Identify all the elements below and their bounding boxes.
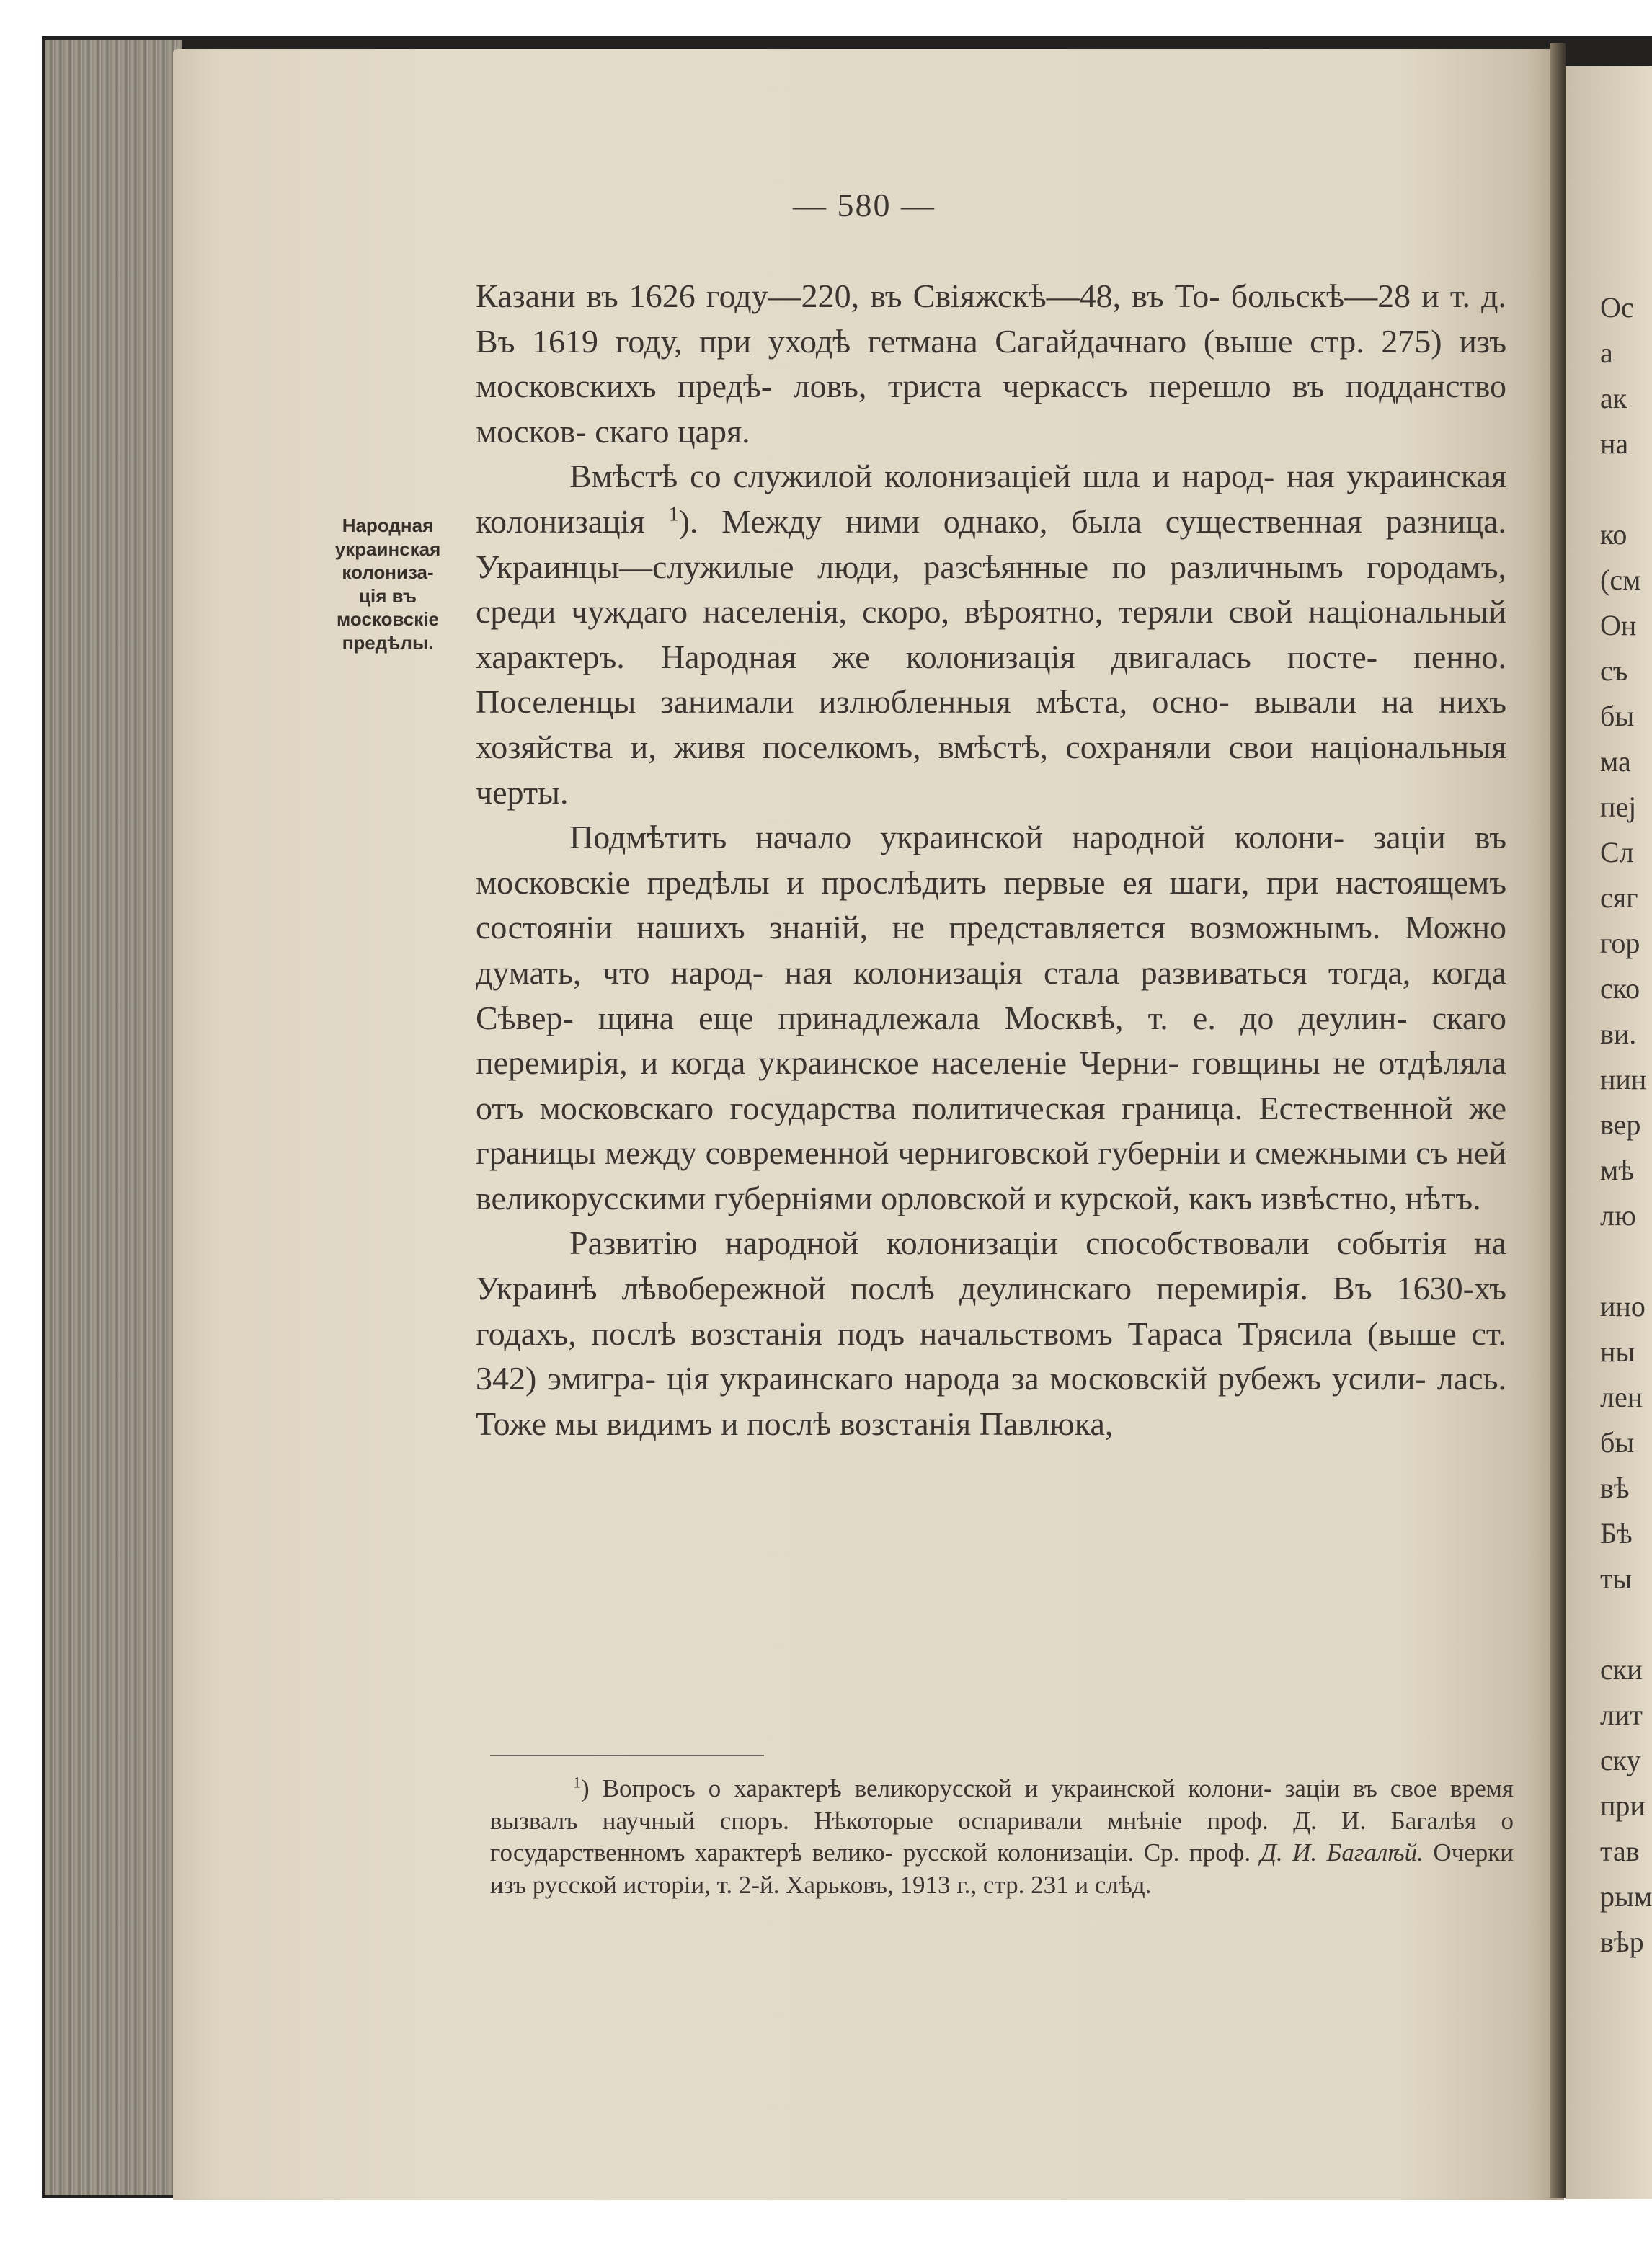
footnote-author: Д. И. Багалѣй.	[1260, 1838, 1424, 1867]
facing-line: лен	[1600, 1381, 1643, 1413]
facing-line	[1600, 1601, 1652, 1647]
footnote-text-a: ) Вопросъ о характерѣ великорусской и украинской колони- заціи въ свое время вызвалъ научный споръ. Нѣкоторые оспаривали мнѣніе проф. Д. И. Багалѣя о государственномъ характерѣ велико- русской колонизаціи. Ср. проф.	[490, 1774, 1514, 1867]
text-line: перемирія. Въ 1630-хъ годахъ, послѣ возстанія подъ	[476, 1270, 1507, 1352]
text-line: щина еще принадлежала Москвѣ, т. е. до деулин-	[598, 999, 1408, 1036]
facing-line: сяг	[1600, 881, 1638, 914]
page-number: — 580 —	[793, 187, 936, 223]
footnote-text-b: Очерки изъ русской исторіи, т. 2-й. Харьковъ, 1913 г., стр. 231 и слѣд.	[490, 1838, 1514, 1899]
text-line: скаго перемирія, и когда украинское населеніе Черни-	[476, 999, 1507, 1082]
margin-note-line: Народная	[342, 515, 434, 536]
facing-line: нин	[1600, 1063, 1647, 1095]
facing-line: ты	[1600, 1562, 1633, 1595]
facing-line: ви.	[1600, 1018, 1637, 1050]
text-line: ція украинскаго народа за московскій рубежъ усили-	[666, 1360, 1426, 1397]
margin-note-line: ція въ	[359, 584, 417, 607]
paragraph-4	[476, 1221, 1506, 1446]
body-text	[476, 274, 1506, 1446]
facing-line: ак	[1600, 382, 1627, 414]
text-line: современной черниговской губерніи и смежными съ	[705, 1134, 1448, 1172]
facing-line: гор	[1600, 927, 1640, 959]
facing-line: ску	[1600, 1744, 1641, 1776]
facing-line: ско	[1600, 972, 1640, 1005]
footnote-divider	[490, 1755, 764, 1756]
facing-line: на	[1600, 427, 1629, 460]
facing-line: вер	[1600, 1108, 1641, 1141]
facing-line: Ос	[1600, 291, 1634, 324]
text-line: скаго царя.	[595, 412, 750, 450]
footnote-paragraph	[490, 1773, 1514, 1901]
text-line: шаги, при настоящемъ состояніи нашихъ знаній, не	[476, 863, 1506, 946]
facing-line: при	[1600, 1789, 1646, 1822]
facing-line: мѣ	[1600, 1154, 1635, 1186]
text-line: Сагайдачнаго (выше стр. 275) изъ московскихъ предѣ-	[476, 322, 1507, 405]
footnote-ref: 1	[668, 503, 679, 526]
margin-note-line: украинская	[334, 538, 441, 560]
text-line: ная колонизація стала развиваться тогда, когда Сѣвер-	[476, 953, 1507, 1036]
facing-line: ны	[1600, 1335, 1635, 1368]
facing-line: Он	[1600, 609, 1637, 641]
paragraph-2-text-b: ). Между ними однако, была существенная разница. Украинцы—служилые люди, разсѣянные по различнымъ городамъ, среди чуждаго населенія, скоро, вѣроятно, теряли свой національный характеръ. Народная же колонизація двигалась посте- пенно. Поселенцы занимали излюбленныя мѣста, осно- вывали на нихъ хозяйства и, живя поселкомъ, вмѣстѣ, сохраняли свои національныя черты.	[476, 502, 1506, 811]
facing-line: вѣ	[1600, 1472, 1630, 1504]
facing-line: ма	[1600, 745, 1631, 778]
paragraph-1	[476, 274, 1506, 454]
facing-line: пеј	[1600, 791, 1637, 823]
facing-line: (см	[1600, 564, 1641, 596]
text-line: Развитію народной колонизаціи способствовали	[569, 1224, 1310, 1262]
text-line: говщины не отдѣляла отъ московскаго государства	[476, 1044, 1507, 1126]
paragraph-2-text-a: Вмѣстѣ со служилой колонизаціей шла и народ- ная украинская колонизація	[476, 458, 1506, 540]
footnote-marker: 1	[573, 1773, 581, 1792]
margin-note-line: московскіе	[337, 608, 439, 630]
book-gutter	[1550, 43, 1566, 2198]
footnote	[490, 1773, 1514, 1901]
facing-line: тав	[1600, 1835, 1640, 1867]
text-line: Подмѣтить начало украинской народной колони-	[569, 819, 1345, 856]
paragraph-2	[476, 454, 1506, 815]
facing-line: ино	[1600, 1290, 1646, 1322]
facing-line	[1600, 466, 1652, 512]
facing-line: бы	[1600, 700, 1635, 732]
facing-line	[1600, 1238, 1652, 1284]
margin-note-line: предѣлы.	[342, 631, 434, 654]
facing-line: лю	[1600, 1199, 1636, 1232]
text-line: ней великорусскими губерніями орловской и курской,	[476, 1134, 1506, 1216]
text-line: представляется возможнымъ. Можно думать, что народ-	[476, 909, 1506, 991]
facing-line: лит	[1600, 1699, 1643, 1731]
facing-line: ко	[1600, 518, 1627, 551]
text-line: больскѣ—28 и т. д. Въ 1619 году, при уходѣ гетмана	[476, 277, 1507, 360]
facing-line: Бѣ	[1600, 1517, 1633, 1549]
facing-line: ски	[1600, 1653, 1643, 1686]
text-line: ловъ, триста черкассъ перешло въ подданство москов-	[476, 368, 1506, 450]
facing-line: Сл	[1600, 836, 1634, 868]
paragraph-3	[476, 815, 1506, 1221]
facing-line: а	[1600, 337, 1613, 369]
margin-note-line: колониза-	[342, 561, 434, 583]
facing-page-text	[1600, 285, 1652, 1965]
facing-line: рым	[1600, 1880, 1652, 1913]
facing-line: вѣр	[1600, 1926, 1644, 1958]
text-line: событія на Украинѣ лѣвобережной послѣ деулинскаго	[476, 1224, 1506, 1307]
text-line: политическая граница. Естественной же границы между	[476, 1089, 1506, 1172]
text-line: Казани въ 1626 году—220, въ Свіяжскѣ—48, въ То-	[476, 277, 1220, 314]
text-line: заціи въ московскіе предѣлы и прослѣдить первые ея	[476, 819, 1506, 901]
book-page-edges	[45, 40, 182, 2195]
text-line: начальствомъ Тараса Трясила (выше ст. 342) эмигра-	[476, 1314, 1507, 1397]
facing-line: съ	[1600, 654, 1628, 687]
text-line: какъ извѣстно, нѣтъ.	[1189, 1179, 1481, 1216]
facing-line: бы	[1600, 1426, 1635, 1459]
margin-note	[301, 514, 474, 654]
text-line: лась. Тоже мы видимъ и послѣ возстанія Павлюка,	[476, 1360, 1507, 1442]
